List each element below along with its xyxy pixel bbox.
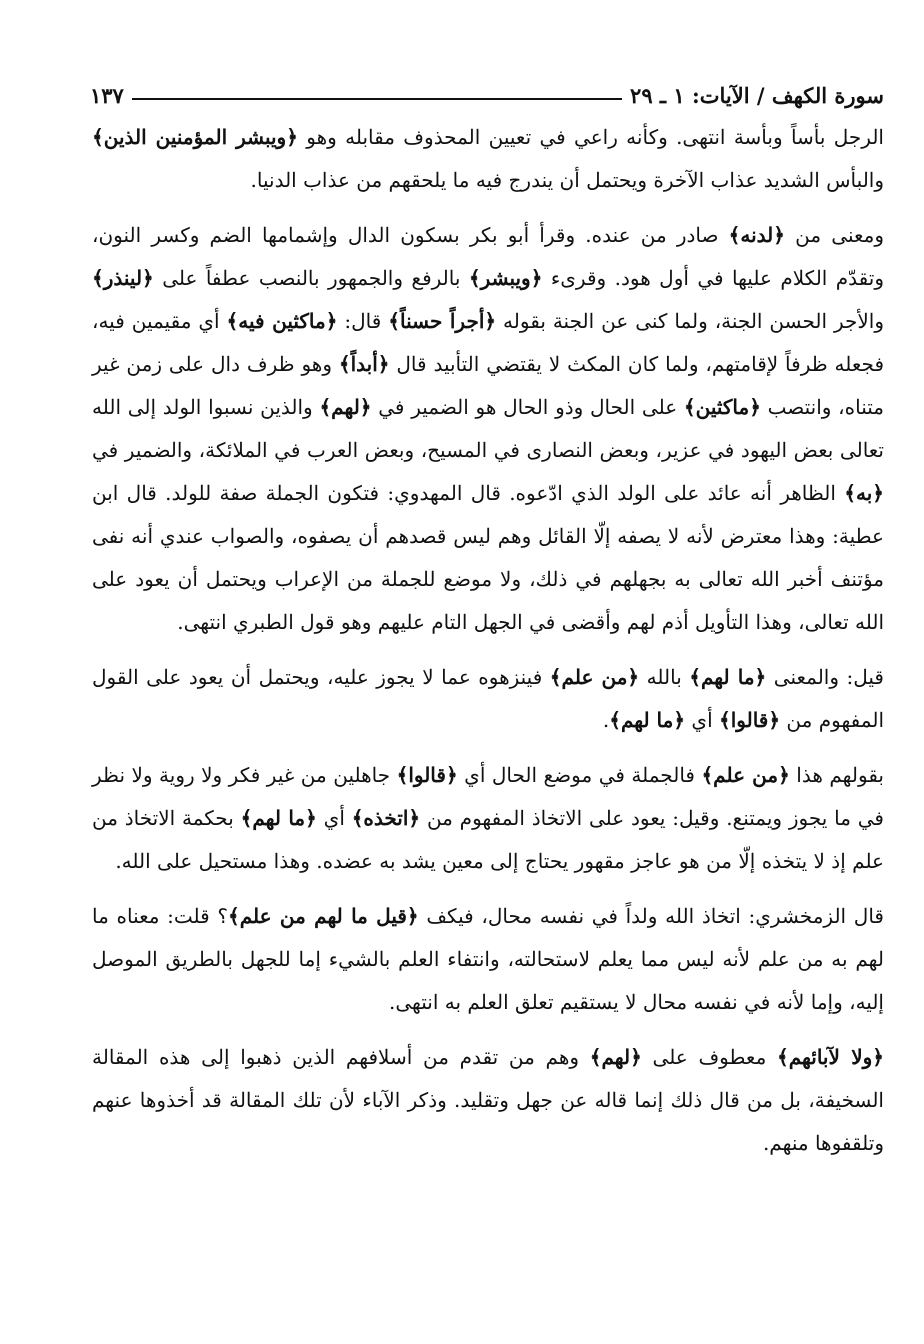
quran-quote: ﴿ويبشر المؤمنين الذين﴾ <box>92 125 298 149</box>
text-run: فينزهوه عما لا يجوز عليه، ويحتمل أن يعود على القول المفهوم من <box>92 665 884 732</box>
text-run: وهو ظرف دال على زمن غير متناه، وانتصب <box>92 352 884 419</box>
text-run: بالرفع والجمهور بالنصب عطفاً على <box>153 266 469 290</box>
quran-quote: ﴿من علم﴾ <box>549 665 640 689</box>
quran-quote: ﴿أبداً﴾ <box>338 352 390 376</box>
text-run: بقولهم هذا <box>789 763 885 787</box>
quran-quote: ﴿ماكثين﴾ <box>683 395 761 419</box>
paragraph <box>92 754 884 883</box>
quran-quote: ﴿لدنه﴾ <box>728 223 785 247</box>
quran-quote: ﴿ما لهم﴾ <box>689 665 767 689</box>
running-title: سورة الكهف / الآيات: ١ ـ ٢٩ <box>630 83 884 108</box>
text-run: قال الزمخشري: اتخاذ الله ولداً في نفسه محال، فيكف <box>418 904 884 928</box>
text-run: أي مقيمين فيه، فجعله ظرفاً لإقامتهم، ولما كان المكث لا يقتضي التأبيد قال <box>92 309 885 376</box>
quran-quote: ﴿أجراً حسناً﴾ <box>388 309 497 333</box>
quran-quote: ﴿ما لهم﴾ <box>240 806 317 830</box>
quran-quote: ﴿قالوا﴾ <box>719 708 781 732</box>
quran-quote: ﴿لهم﴾ <box>589 1045 642 1069</box>
quran-quote: ﴿لهم﴾ <box>319 395 372 419</box>
text-run: على الحال وذو الحال هو الضمير في <box>371 395 684 419</box>
text-run: بحكمة الاتخاذ من علم إذ لا يتخذه إلّا من هو عاجز مقهور يحتاج إلى معين يشد به عضده. وهذا مستحيل على الله. <box>92 806 884 873</box>
quran-quote: ﴿ما لهم﴾ <box>609 708 686 732</box>
page-body <box>92 116 884 1177</box>
text-run: والذين نسبوا الولد إلى الله تعالى بعض اليهود في عزير، وبعض النصارى في المسيح، وبعض العرب في الملائكة، والضمير في <box>92 395 884 462</box>
quran-quote: ﴿قيل ما لهم من علم﴾ <box>228 904 419 928</box>
page-header <box>90 68 884 108</box>
text-run: أي <box>685 708 719 732</box>
paragraph <box>92 214 884 644</box>
paragraph <box>92 116 884 202</box>
text-run: والبأس الشديد عذاب الآخرة ويحتمل أن يندرج فيه ما يلحقهم من عذاب الدنيا. <box>250 168 884 192</box>
header-rule <box>132 98 622 100</box>
text-run: وهم من تقدم من أسلافهم الذين ذهبوا إلى هذه المقالة السخيفة، بل من قال ذلك إنما قاله عن جهل وتقليد. وذكر الآباء لأن تلك المقالة قد أخذوها عنهم وتلقفوها منهم. <box>92 1045 884 1155</box>
quran-quote: ﴿اتخذه﴾ <box>351 806 421 830</box>
quran-quote: ﴿قالوا﴾ <box>396 763 458 787</box>
paragraph <box>92 895 884 1024</box>
text-run: والأجر الحسن الجنة، ولما كنى عن الجنة بقوله <box>496 309 885 333</box>
page-number: ١٣٧ <box>90 83 124 108</box>
text-run: صادر من عنده. وقرأ أبو بكر بسكون الدال وإشمامها الضم وكسر النون، وتقدّم الكلام عليها في أول هود. وقرىء <box>92 223 884 290</box>
paragraph <box>92 1036 884 1165</box>
text-run: الرجل بأساً وبأسة انتهى. وكأنه راعي في تعيين المحذوف مقابله وهو <box>297 125 884 149</box>
text-run: أي <box>316 806 352 830</box>
paragraph <box>92 656 884 742</box>
text-run: قيل: والمعنى <box>766 665 884 689</box>
quran-quote: ﴿ولا لآبائهم﴾ <box>777 1045 884 1069</box>
quran-quote: ﴿ماكثين فيه﴾ <box>226 309 338 333</box>
text-run: قال: <box>337 309 389 333</box>
text-run: فالجملة في موضع الحال أي <box>457 763 702 787</box>
quran-quote: ﴿لينذر﴾ <box>92 266 154 290</box>
quran-quote: ﴿ويبشر﴾ <box>468 266 543 290</box>
quran-quote: ﴿به﴾ <box>844 481 884 505</box>
text-run: جاهلين من غير فكر ولا روية ولا نظر في ما يجوز ويمتنع. وقيل: يعود على الاتخاذ المفهوم من <box>92 763 884 830</box>
text-run: ؟ قلت: معناه ما لهم به من علم لأنه ليس مما يعلم لاستحالته، وانتفاء العلم بالشيء إما للجهل بالطريق الموصل إليه، وإما لأنه في نفسه محال لا يستقيم تعلق العلم به انتهى. <box>92 904 884 1014</box>
text-run: ومعنى من <box>785 223 884 247</box>
quran-quote: ﴿من علم﴾ <box>701 763 790 787</box>
text-run: بالله <box>639 665 690 689</box>
text-run: معطوف على <box>641 1045 777 1069</box>
text-run: . <box>602 708 610 732</box>
text-run: الظاهر أنه عائد على الولد الذي ادّعوه. قال المهدوي: فتكون الجملة صفة للولد. قال ابن عطية: وهذا معترض لأنه لا يصفه إلّا القائل وهم ليس قصدهم أن يصفوه، والصواب عندي أنه نفى مؤتنف أخبر الله تعالى به بجهلهم في ذلك، ولا موضع للجملة من الإعراب ويحتمل أن يعود على الله تعالى، وهذا التأويل أذم لهم وأقضى في الجهل التام عليهم وهو قول الطبري انتهى. <box>92 481 884 634</box>
